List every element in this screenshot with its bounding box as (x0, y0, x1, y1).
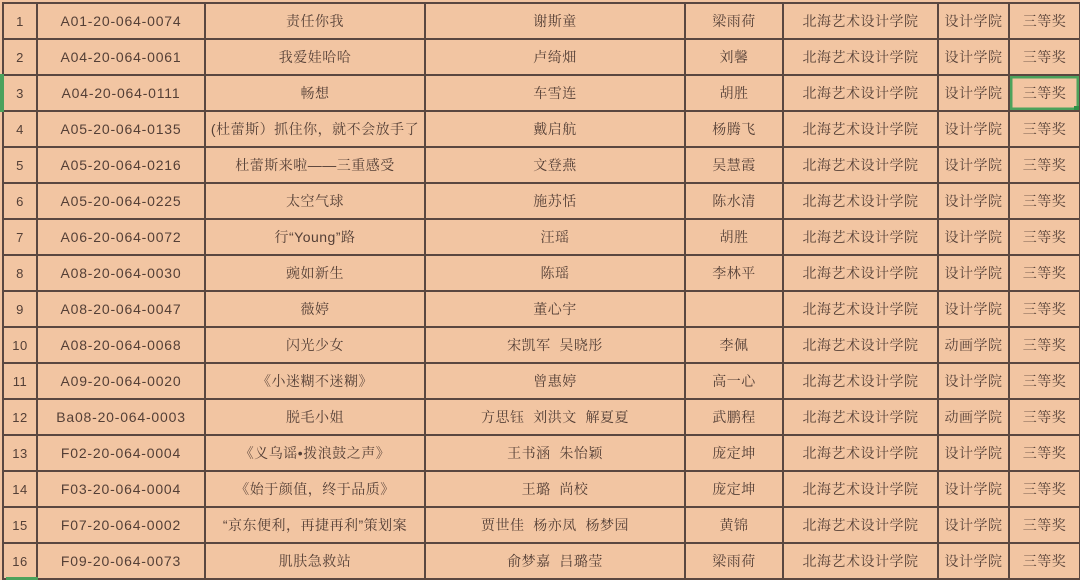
cell-no[interactable]: 2 (3, 39, 37, 75)
cell-teacher[interactable]: 庞定坤 (685, 471, 783, 507)
cell-school[interactable]: 北海艺术设计学院 (783, 39, 938, 75)
table-row (3, 507, 1080, 543)
table-row (3, 399, 1080, 435)
cell-award[interactable]: 三等奖 (1009, 291, 1080, 327)
cell-code[interactable]: A01-20-064-0074 (37, 3, 205, 39)
table-row (3, 111, 1080, 147)
cell-authors[interactable]: 卢绮畑 (425, 39, 685, 75)
cell-title[interactable]: 肌肤急救站 (205, 543, 425, 579)
cell-school[interactable]: 北海艺术设计学院 (783, 75, 938, 111)
cell-college[interactable]: 设计学院 (938, 183, 1009, 219)
cell-school[interactable]: 北海艺术设计学院 (783, 435, 938, 471)
cell-college[interactable]: 设计学院 (938, 507, 1009, 543)
cell-teacher[interactable]: 李佩 (685, 327, 783, 363)
cell-school[interactable]: 北海艺术设计学院 (783, 291, 938, 327)
table-row (3, 3, 1080, 39)
cell-teacher[interactable]: 梁雨荷 (685, 3, 783, 39)
selection-left-edge (0, 74, 4, 112)
cell-college[interactable]: 设计学院 (938, 3, 1009, 39)
cell-authors[interactable]: 汪瑶 (425, 219, 685, 255)
cell-school[interactable]: 北海艺术设计学院 (783, 327, 938, 363)
cell-school[interactable]: 北海艺术设计学院 (783, 399, 938, 435)
cell-school[interactable]: 北海艺术设计学院 (783, 219, 938, 255)
cell-school[interactable]: 北海艺术设计学院 (783, 3, 938, 39)
cell-no[interactable]: 10 (3, 327, 37, 363)
cell-no[interactable]: 12 (3, 399, 37, 435)
spreadsheet-award-table (2, 2, 1080, 580)
cell-code[interactable]: F07-20-064-0002 (37, 507, 205, 543)
cell-title[interactable]: 杜蕾斯来啦——三重感受 (205, 147, 425, 183)
cell-code[interactable]: A09-20-064-0020 (37, 363, 205, 399)
cell-school[interactable]: 北海艺术设计学院 (783, 183, 938, 219)
cell-authors[interactable]: 车雪连 (425, 75, 685, 111)
cell-code[interactable]: Ba08-20-064-0003 (37, 399, 205, 435)
cell-award[interactable]: 三等奖 (1009, 3, 1080, 39)
cell-award[interactable]: 三等奖 (1009, 147, 1080, 183)
cell-award[interactable]: 三等奖 (1009, 471, 1080, 507)
cell-title[interactable]: 畅想 (205, 75, 425, 111)
cell-college[interactable]: 设计学院 (938, 111, 1009, 147)
cell-college[interactable]: 设计学院 (938, 291, 1009, 327)
cell-code[interactable]: A05-20-064-0216 (37, 147, 205, 183)
cell-no[interactable]: 14 (3, 471, 37, 507)
cell-no[interactable]: 11 (3, 363, 37, 399)
cell-no[interactable]: 5 (3, 147, 37, 183)
cell-no[interactable]: 9 (3, 291, 37, 327)
cell-college[interactable]: 设计学院 (938, 471, 1009, 507)
cell-title[interactable]: 行“Young”路 (205, 219, 425, 255)
cell-award[interactable]: 三等奖 (1009, 327, 1080, 363)
cell-college[interactable]: 动画学院 (938, 399, 1009, 435)
cell-award[interactable]: 三等奖 (1009, 507, 1080, 543)
cell-code[interactable]: A06-20-064-0072 (37, 219, 205, 255)
cell-award[interactable]: 三等奖 (1009, 543, 1080, 579)
cell-title[interactable]: 太空气球 (205, 183, 425, 219)
cell-teacher[interactable] (685, 291, 783, 327)
cell-teacher[interactable]: 杨腾飞 (685, 111, 783, 147)
table-row (3, 39, 1080, 75)
cell-code[interactable]: A08-20-064-0047 (37, 291, 205, 327)
cell-award[interactable]: 三等奖 (1009, 255, 1080, 291)
table-row (3, 327, 1080, 363)
cell-college[interactable]: 设计学院 (938, 363, 1009, 399)
cell-no[interactable]: 15 (3, 507, 37, 543)
cell-college[interactable]: 动画学院 (938, 327, 1009, 363)
cell-code[interactable]: A04-20-064-0061 (37, 39, 205, 75)
table-row (3, 255, 1080, 291)
cell-school[interactable]: 北海艺术设计学院 (783, 471, 938, 507)
cell-authors[interactable]: 施苏恬 (425, 183, 685, 219)
table-row (3, 291, 1080, 327)
cell-no[interactable]: 7 (3, 219, 37, 255)
table-row (3, 75, 1080, 111)
table-row (3, 219, 1080, 255)
cell-award[interactable]: 三等奖 (1009, 219, 1080, 255)
cell-teacher[interactable]: 黄锦 (685, 507, 783, 543)
table-row (3, 435, 1080, 471)
award-table (2, 2, 1080, 580)
cell-no[interactable]: 16 (3, 543, 37, 579)
cell-authors[interactable]: 贾世佳 杨亦凤 杨梦园 (425, 507, 685, 543)
cell-code[interactable]: F03-20-064-0004 (37, 471, 205, 507)
cell-authors[interactable]: 戴启航 (425, 111, 685, 147)
table-row (3, 183, 1080, 219)
selected-cell[interactable]: 三等奖 (1009, 75, 1080, 111)
cell-college[interactable]: 设计学院 (938, 147, 1009, 183)
cell-teacher[interactable]: 武鹏程 (685, 399, 783, 435)
cell-college[interactable]: 设计学院 (938, 75, 1009, 111)
cell-title[interactable]: “京东便利，再捷再利”策划案 (205, 507, 425, 543)
cell-authors[interactable]: 宋凯军 吴晓彤 (425, 327, 685, 363)
cell-no[interactable]: 6 (3, 183, 37, 219)
cell-college[interactable]: 设计学院 (938, 39, 1009, 75)
cell-teacher[interactable]: 高一心 (685, 363, 783, 399)
cell-title[interactable]: 薇婷 (205, 291, 425, 327)
cell-authors[interactable]: 陈瑶 (425, 255, 685, 291)
cell-teacher[interactable]: 胡胜 (685, 75, 783, 111)
cell-code[interactable]: A05-20-064-0135 (37, 111, 205, 147)
cell-school[interactable]: 北海艺术设计学院 (783, 543, 938, 579)
cell-authors[interactable]: 俞梦嘉 吕璐莹 (425, 543, 685, 579)
cell-teacher[interactable]: 吴慧霞 (685, 147, 783, 183)
cell-code[interactable]: F09-20-064-0073 (37, 543, 205, 579)
cell-award[interactable]: 三等奖 (1009, 399, 1080, 435)
cell-authors[interactable]: 方思钰 刘洪文 解夏夏 (425, 399, 685, 435)
cell-college[interactable]: 设计学院 (938, 435, 1009, 471)
cell-code[interactable]: A04-20-064-0111 (37, 75, 205, 111)
cell-teacher[interactable]: 刘馨 (685, 39, 783, 75)
cell-authors[interactable]: 王璐 尚校 (425, 471, 685, 507)
cell-teacher[interactable]: 李林平 (685, 255, 783, 291)
cell-school[interactable]: 北海艺术设计学院 (783, 507, 938, 543)
cell-teacher[interactable]: 庞定坤 (685, 435, 783, 471)
table-row (3, 363, 1080, 399)
cell-title[interactable]: 责任你我 (205, 3, 425, 39)
cell-school[interactable]: 北海艺术设计学院 (783, 147, 938, 183)
cell-award[interactable]: 三等奖 (1009, 111, 1080, 147)
cell-teacher[interactable]: 梁雨荷 (685, 543, 783, 579)
cell-code[interactable]: F02-20-064-0004 (37, 435, 205, 471)
cell-no[interactable]: 4 (3, 111, 37, 147)
cell-authors[interactable]: 王书涵 朱怡颖 (425, 435, 685, 471)
cell-award[interactable]: 三等奖 (1009, 435, 1080, 471)
cell-title[interactable]: 脱毛小姐 (205, 399, 425, 435)
cell-code[interactable]: A05-20-064-0225 (37, 183, 205, 219)
cell-title[interactable]: 《小迷糊不迷糊》 (205, 363, 425, 399)
cell-title[interactable]: 闪光少女 (205, 327, 425, 363)
cell-no[interactable]: 1 (3, 3, 37, 39)
cell-award[interactable]: 三等奖 (1009, 363, 1080, 399)
cell-college[interactable]: 设计学院 (938, 255, 1009, 291)
cell-no[interactable]: 8 (3, 255, 37, 291)
cell-school[interactable]: 北海艺术设计学院 (783, 255, 938, 291)
cell-title[interactable]: (杜蕾斯）抓住你，就不会放手了 (205, 111, 425, 147)
cell-code[interactable]: A08-20-064-0068 (37, 327, 205, 363)
cell-title[interactable]: 《义乌谣•拨浪鼓之声》 (205, 435, 425, 471)
cell-award[interactable]: 三等奖 (1009, 183, 1080, 219)
cell-college[interactable]: 设计学院 (938, 219, 1009, 255)
cell-authors[interactable]: 文登燕 (425, 147, 685, 183)
table-row (3, 543, 1080, 579)
cell-title[interactable]: 我爱娃哈哈 (205, 39, 425, 75)
cell-code[interactable]: A08-20-064-0030 (37, 255, 205, 291)
cell-award[interactable]: 三等奖 (1009, 39, 1080, 75)
table-row (3, 147, 1080, 183)
cell-school[interactable]: 北海艺术设计学院 (783, 363, 938, 399)
cell-title[interactable]: 《始于颜值，终于品质》 (205, 471, 425, 507)
cell-authors[interactable]: 曾惠婷 (425, 363, 685, 399)
cell-teacher[interactable]: 陈水清 (685, 183, 783, 219)
cell-college[interactable]: 设计学院 (938, 543, 1009, 579)
cell-authors[interactable]: 董心宇 (425, 291, 685, 327)
cell-authors[interactable]: 谢斯童 (425, 3, 685, 39)
cell-no[interactable]: 13 (3, 435, 37, 471)
cell-title[interactable]: 豌如新生 (205, 255, 425, 291)
table-row (3, 471, 1080, 507)
cell-teacher[interactable]: 胡胜 (685, 219, 783, 255)
cell-no[interactable]: 3 (3, 75, 37, 111)
cell-school[interactable]: 北海艺术设计学院 (783, 111, 938, 147)
